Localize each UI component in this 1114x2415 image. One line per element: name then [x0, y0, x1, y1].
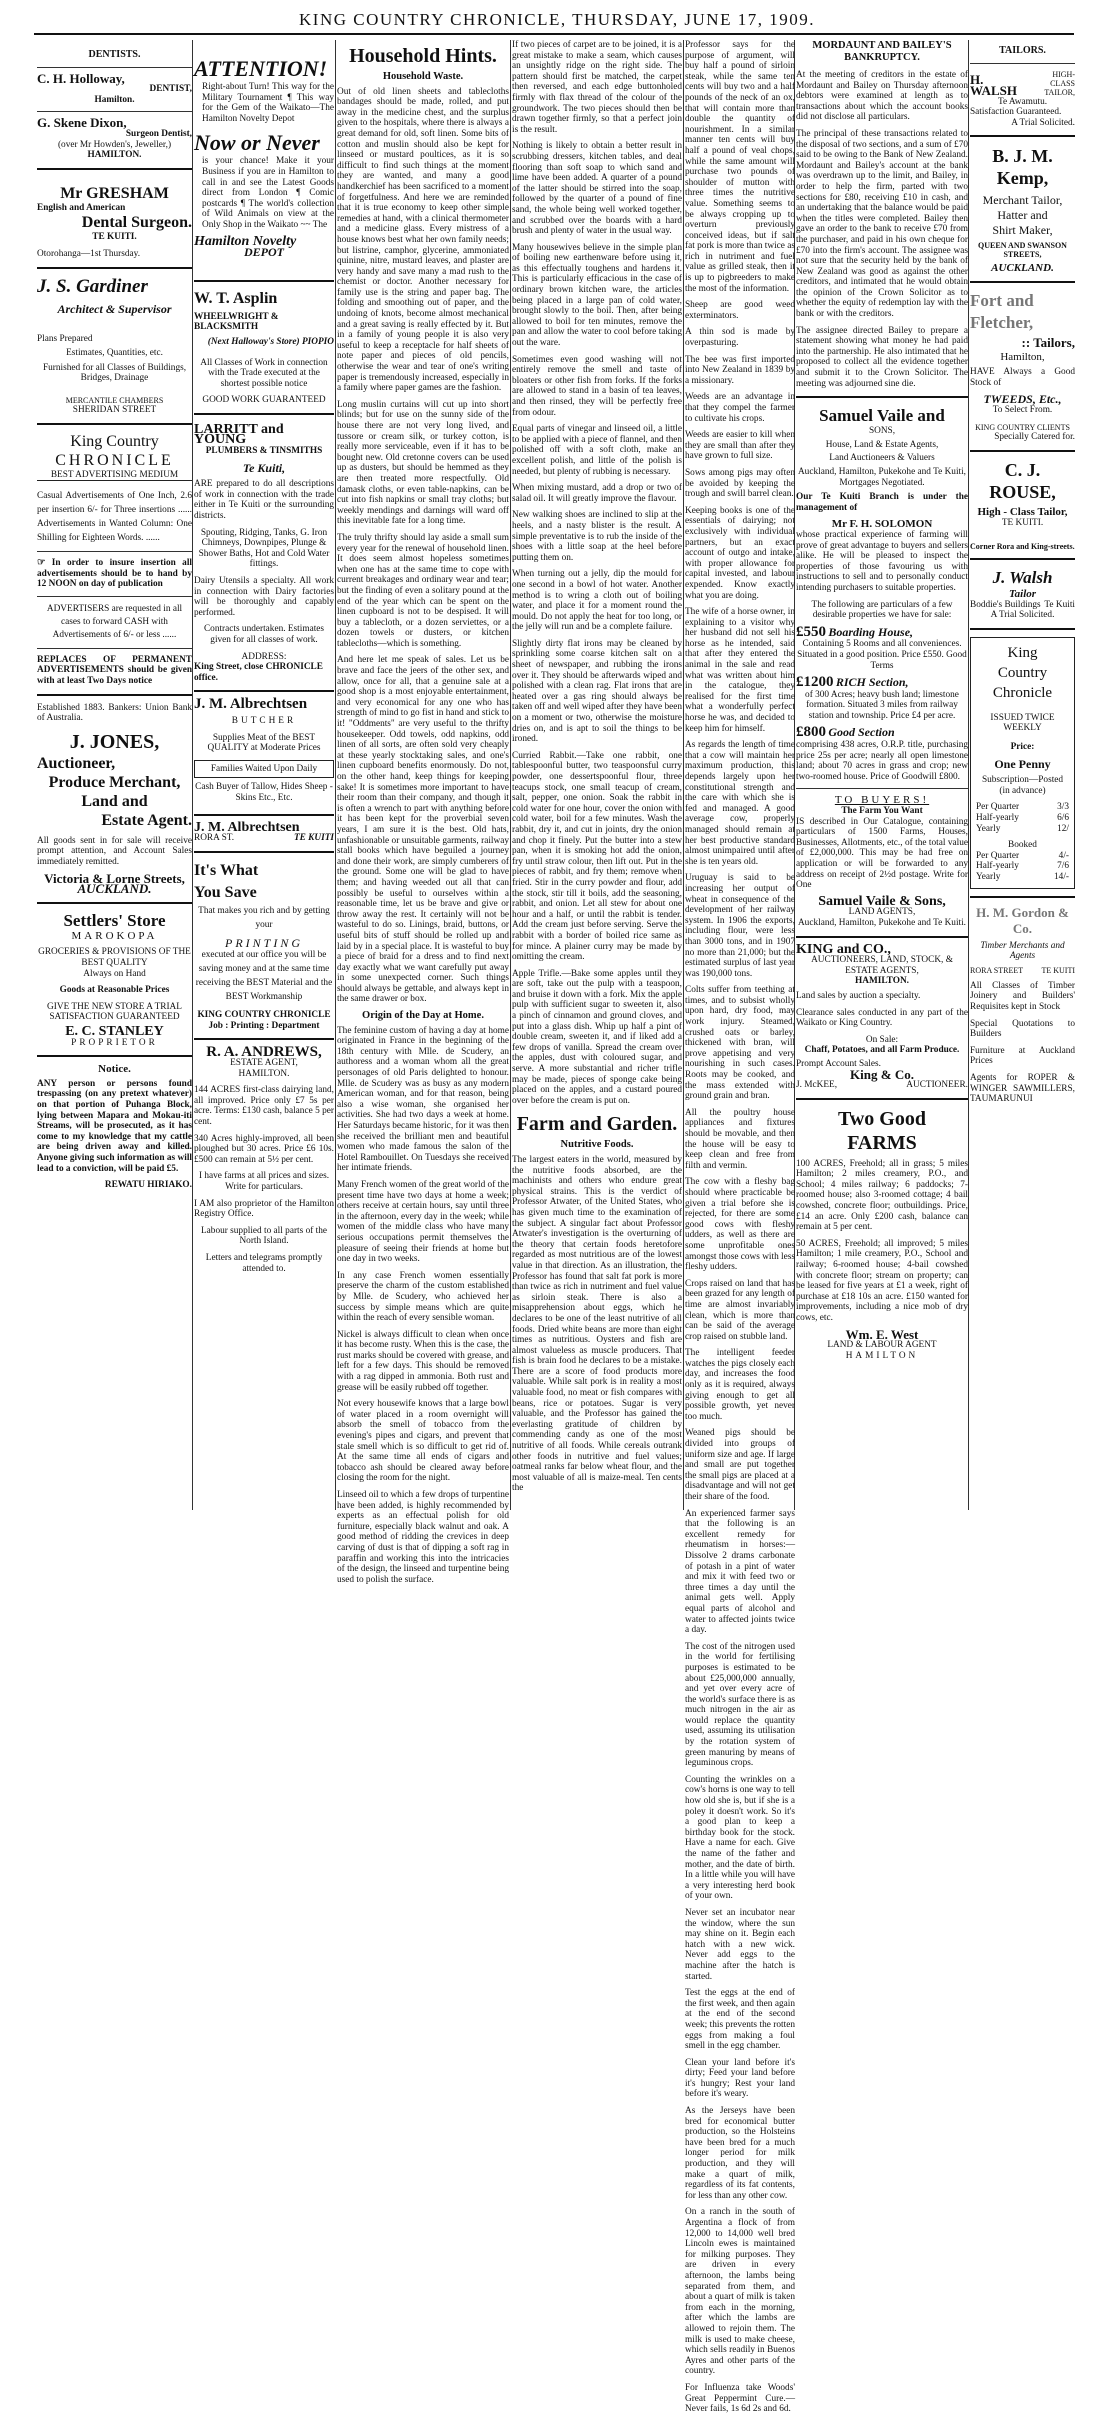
column-4: If two pieces of carpet are to be joined, it is a great mistake to make a seam, which causes an unsightly ridge on the right side. The pattern should first be matched, the carpet then reversed, and each edge buttonholed firmly with flax thread of the colour of the groundwork. The two pieces should then be drawn together firmly, so that a perfect join is the result. Nothing is likely to obtain a better result in scrubbing dressers, kitchen tables, and deal flooring than soft soap to which sand and lime have been added. A quarter of a pound of the latter should be stirred into the soap, followed by the quarter of a pound of fine sand, the whole being well worked together, and scrubbed over the boards with a hard brush and plenty of water in the usual way. Many housewives believe in the simple plan of boiling new earthenware before using it, as this effectually toughens and hardens it. This is particularly efficacious in the case of ordinary brown kitchen ware, the articles being placed in a large pan of cold water, brought slowly to the boil. Then, after being allowed to boil for ten minutes, remove the pan and allow the water to cool before taking out the ware. Sometimes even good washing will not entirely remove the smell and taste of bloaters or other fish from forks. If the forks are allowed to stand in a basin of tea leaves, and then rinsed, they will be perfectly free from odour. Equal parts of vinegar and linseed oil, a little to be applied with a piece of flannel, and then polished off with a soft cloth, make an excellent polish, and little of the polish is needed, but plenty of rubbing is necessary. When mixing mustard, add a drop or two of salad oil. It will greatly improve the flavour. New walking shoes are inclined to slip at the heels, and a nasty blister is the result. A simple preventative is to rub the inside of the shoes with a little soap at the heel before putting them on. When turning out a jelly, dip the mould for one second in a bowl of hot water. Another method is to wring a cloth out of boiling water, and place it for a moment round the mould. Do not apply the heat for too long, or the jelly will run and be a complete failure. Slightly dirty flat irons may be cleaned by sprinkling some coarse kitchen salt on a sheet of newspaper, and rubbing the irons over it. They should be afterwards wiped and polished with a clean rag. Flat irons that are heated over a gas ring should always be taken off and well wiped after they have been on a moment or two, otherwise the moisture dries on, and is apt to soil the things to be ironed. Curried Rabbit.—Take one rabbit, one tablespoonful butter, two teaspoonsful curry powder, one dessertspoonful flour, three teacups stock, one small teacup of cream, salt, pepper, one onion. Soak the rabbit in cold water for one hour, cover the onion with cold water, boil for a few minutes. Wash the rabbit, dry it, and cut in joints, dry the onion and chop it finely. Put the butter into a stew pan, when it is smoking hot add the onion, fry until straw colour, then lift out. Put in the pieces of rabbit, and fry them; remove when fried. Stir in the curry powder and flour, add the stock, stir till it boils, add the seasoning, rabbit, and onion. Let all stew for about one hour and a half, or until the rabbit is tender. Add the cream just before serving. Serve the rabbit with a border of boiled rice same as for mince. A plainer curry may be made by omitting the cream. Apple Trifle.—Bake some apples until they are soft, take out the pulp with a teaspoon, and bruise it down with a fork. Mix the apple pulp with sufficient sugar to sweeten it, also a pinch of cinnamon and ground cloves, and put into a glass dish. Whip up half a pint of double cream, sweeten it, and if liked add a few drops of vanilla. Spread the cream over the apples, dust with coloured sugar, and serve. A more substantial and richer trifle may be made, pieces of sponge cake being placed on the apples, and a custard poured over before the cream is put on. Farm and Garden. Nutritive Foods. The largest eaters in the world, measured by the nutritive foods absorbed, are the machinists and others who endure great physical strains. This is the verdict of Professor Atwater, of the United States, who has given much time to the examination of the subject. A singular fact about Professor Atwater's investigation is the overturning of the theory that certain foods heretofore regarded as most nutritious are of the lowest value in that direction. As an illustration, the Professor has found that salt fat pork is more than twice as rich in nutriment and fuel value as sirloin steak. There is also a misapprehension about eggs, which he declares to be one of the least nutritive of all foods. Dried white beans are more than eight times as nutritious. Oysters and fish are almost valueless as muscle producers. That fish is brain food he declares to be a mistake. There are a score of food products more valuable. While salt pork is in reality a most valuable food, no meat or fish compares with beans, rice or potatoes. Sugar is very valuable, and the Professor has gained the everlasting gratitude of children by commending candy as one of the most nutritive of all foods. While cereals outrank other foods in nutritive and fuel values; oatmeal ranks far below wheat flour, and the most valuable of all is maize-meal. Ten cents the	[512, 40, 682, 1494]
chronicle-ad: King Country CHRONICLE BEST ADVERTISING MEDIUM Casual Advertisements of One Inch, 2.6 per insertion 6/- for Three insertions ...... Advertisements in Wanted Column: One Shilling for Eighteen Words. ......	[37, 432, 192, 544]
asplin-ad: W. T. Asplin WHEELWRIGHT & BLACKSMITH (Next Halloway's Store) PIOPIO All Classes of Work in connection with the Trade executed at the shortest possible notice GOOD WORK GUARANTEED	[194, 289, 334, 406]
samuel-vaile-ad: Samuel Vaile and SONS, House, Land & Estate Agents, Land Auctioneers & Valuers Auckland, Hamilton, Pukekohe and Te Kuiti, Mortgages Negotiated. Our Te Kuiti Branch is under the management of Mr F. H. SOLOMON whose practical experience of farming will prove of great advantage to buyers and sellers alike. He will be pleased to inspect the properties of those favouring us with instructions to sell and to personally conduct intending purchasers to suitable properties. The following are particulars of a few desirable properties we have for sale: £550 Boarding House, Containing 5 Rooms and all conveniences. Situated in a good position. Price £550. Good Terms £1200 RICH Section, of 300 Acres; heavy bush land; limestone formation. Situated 3 miles from railway station and township. Price £4 per acre. £800 Good Section comprising 438 acres, O.R.P. title, purchasing price 25s per acre; nearly all open limestone land; about 70 acres in grass and crop; new two-roomed house. Price of Goodwill £800.	[796, 406, 968, 782]
now-or-never-heading: Now or Never	[194, 130, 320, 156]
printing-ad: It's What You Save That makes you rich and by getting your PRINTING executed at our office you will be saving money and at the same time receiving the BEST Material and the BEST Workmanship KING COUNTRY CHRONICLE Job : Printing : Department	[194, 861, 333, 1031]
gresham-ad: Mr GRESHAM English and American Dental Surgeon. TE KUITI. Otorohanga—1st Thursday.	[37, 184, 192, 259]
subscription-row: Per Quarter 3/3	[976, 802, 1069, 813]
fort-fletcher-ad: Fort and Fletcher, :: Tailors, Hamilton, HAVE Always a Good Stock of TWEEDS, Etc., To Select From. KING COUNTRY CLIENTS Specially Catered for.	[970, 290, 1075, 443]
notice-ad: Notice. ANY person or persons found trespassing (on any pretext whatever) on that portion of Puhanga Block, lying between Mapara and Mokau-iti Streams, will be prosecuted, as it has come to my knowledge that my cattle are being driven away and killed. Anyone giving such information as will lead to a conviction, will be paid £5. REWATU HIRIAKO.	[37, 1063, 192, 1191]
column-3: Household Hints. Household Waste. Out of old linen sheets and tablecloths bandages should be made, rolled, and put away in the medicine chest, and the surplus given to the hospitals, where there is always a great demand for old, soft linen. Some bits of cotton and muslin should also be kept for linseed or mustard poultices, as it is so difficult to find such things at the moment they are wanted, and many a good handkerchief has been sacrificed to a moment of forgetfulness. And here we are reminded that it is true economy to keep other simple remedies at hand, with a clinical thermometer and a medicine glass. Every mistress of a house knows best what her own family needs; but listrine, camphor, glycerine, ammoniated quinine, nitre, mustard leaves, and plaster are very handy and save many a mad rush to the chemist or doctor. Another necessary for family use is the string and paper bag. The folding and smoothing out of paper, and the undoing of knots, become almost mechanical and a great saving is really effected by it. But in a family of young people it is also very useful to keep a receptacle for half sheets of note paper and pieces of old pencils, otherwise the wear and tear of one's writing paper is tremendously increased, especially in a family where paper games are the fashion. Long muslin curtains will cut up into short blinds; but for use on the sunny side of the house there are not very long lived, and tussore or cream silk, or turkey cotton, is really more serviceable, even if it has to be bought new. Old cretonne covers can be used up as dusters, but should be hemmed as they are then treated more respectfully. Old damask cloths, or even table-napkins, can be cut into fish napkins or small tray cloths; but weekly mendings and darnings will ward off this inevitable fate for a long time. The truly thrifty should lay aside a small sum every year for the renewal of household linen. It does seem almost hopeless sometimes when one has at the same time to cope with current breakages and ordinary wear and tear; but the finding of even a solitary pound at the end of the year which can be spent on the linen cupboard is not to be despised. It will buy a tablecloth, or a dozen serviettes, or a dozen towels or dusters, or kitchen tablecloths—which is something. And here let me speak of sales. Let us be brave and face the jeers of the other sex, and allow, once for all, that a genuine sale at a good shop is a most enjoyable entertainment, and very economical for any one who has strength of mind to go fist in hand and stick to it! "Oddments" are very useful to the thrifty housekeeper. Odd towels, odd napkins, odd linen of all sorts, are often sold very cheaply at these yearly stocktaking sales, and one's linen cupboard benefits enormously. Do not, on the other hand, keep things for keeping sake! It is sometimes more important to have their room than their company, and though it is often a wrench to part with anything before it has been kept for the proverbial seven years, I am sure it is the best. Old hats, unfashionable or unsuitable garments, railway stall books which have beguiled a journey and done their work, are simply cumberers of the ground. Some one will be glad to have them; and having weeded out all that can possibly be useful to ourselves within a reasonable time, let us be brave and give or throw away the rest. It certainly will not be wasteful to do so. Linings, braid, buttons, or useful bits of stuff should be rolled up and laid by in a special place. It is wasteful to buy a piece of braid for a dress and to find next day exactly what we want carefully put away in some unexpected corner. Such things should always be gettable, and always kept in the same drawer or box. Origin of the Day at Home. The feminine custom of having a day at home originated in France in the beginning of the 18th century with Mlle. de Scudery, an authoress and a woman whom all the great personages of old Paris delighted to honour. Mlle. de Scudery was as busy as any modern American woman, and for that reason, being also a wise woman, she organised her activities. She had two days a week at home. Her Saturdays became historic, for it was then she received the brilliant men and beautiful women who made famous the salon of the Hotel Rambouillet. On Tuesdays she received her intimate friends. Many French women of the great world of the present time have two days at home a week; others receive at certain hours, say until three in the afternoon, every day in the week; while women of the middle class who have many serious occupations permit themselves the pleasure of seeing their friends at home but one day in two weeks. In any case French women essentially preserve the charm of the custom established by Mlle. de Scudery, who achieved her success by simple means which are quite within the reach of every sensible woman. Nickel is always difficult to clean when once it has become rusty. When this is the case, the rust marks should be covered with grease, and left for a few days. This should be removed with a rag dipped in ammonia. Both rust and grease will be easily rubbed off together. Not every housewife knows that a large bowl of water placed in a room overnight will absorb the smell of tobacco from the evening's pipes and cigars, and prevent that stale smell which is so difficult to get rid of. At the same time all ends of cigars and tobacco ash should be cleared away before closing the room for the night. Linseed oil to which a few drops of turpentine have been added, is highly recommended by experts as an effectual polish for old furniture, especially black walnut and oak. A good method of ridding the crevices in deep carving of dust is that of dipping a soft rag in paraffin and working this into the intricacies of the design, the linseed and turpentine being used to polish the surface.	[337, 45, 509, 1585]
gardiner-ad: J. S. Gardiner Architect & Supervisor Plans Prepared Estimates, Quantities, etc. Furnished for all Classes of Buildings, Bridges, Drainage MERCANTILE CHAMBERS SHERIDAN STREET	[37, 275, 187, 415]
subscription-row: Yearly 12/	[976, 823, 1069, 834]
column-divider	[683, 40, 684, 1510]
masthead: KING COUNTRY CHRONICLE, THURSDAY, JUNE 17, 1909.	[299, 10, 815, 29]
dentists-heading: DENTISTS.	[88, 49, 141, 60]
holloway-ad: C. H. Holloway, DENTIST, Hamilton.	[37, 70, 192, 105]
subscription-row: Half-yearly 7/6	[976, 861, 1069, 872]
order-notice: ☞ In order to insure insertion all advertisements should be to hand by 12 NOON on day of publication	[37, 558, 192, 590]
column-divider	[192, 40, 193, 1510]
gordon-ad: H. M. Gordon & Co. Timber Merchants and Agents RORA STREET TE KUITI All Classes of Timber Joinery and Builders' Requisites kept in Stock Special Quotations to Builders Furniture at Auckland Prices Agents for ROPER & WINGER SAWMILLERS, TAUMARUNUI	[970, 904, 1075, 1105]
bankruptcy-heading: MORDAUNT AND BAILEY'S BANKRUPTCY.	[812, 40, 952, 63]
chronicle-subscription-box: King Country Chronicle ISSUED TWICE WEEKLY Price: One Penny Subscription—Posted (in advance) Per Quarter 3/3 Half-yearly 6/6 Yearly 12/ Booked Per Quarter 4/- Half-yearly 7/6 Yearly 14/-	[970, 637, 1075, 889]
advertisers-notice: ADVERTISERS are requested in all cases to forward CASH with Advertisements of 6/- or less ......	[46, 603, 183, 640]
column-7	[970, 40, 1075, 1510]
larritt-young-ad: LARRITT and YOUNG PLUMBERS & TINSMITHS Te Kuiti, ARE prepared to do all descriptions of work in connection with the trade either in Te Kuiti or the surrounding districts. Spouting, Ridging, Tanks, G. Iron Chimneys, Downpipes, Plunge & Shower Baths, Hot and Cold Water fittings. Dairy Utensils a specialty. All work in connection with Dairy factories will be thoroughly and capably performed. Contracts undertaken. Estimates given for all classes of work. ADDRESS: King Street, close CHRONICLE office.	[194, 421, 334, 683]
attention-heading: ATTENTION!	[194, 56, 328, 81]
replaces-notice: REPLACES OF PERMANENT ADVERTISEMENTS should be given with at least Two Days notice	[37, 654, 192, 687]
king-and-co-ad: KING and CO., AUCTIONEERS, LAND, STOCK, & ESTATE AGENTS, HAMILTON. Land sales by auction a specialty. Clearance sales conducted in any part of the Waikato or King Country. On Sale: Chaff, Potatoes, and all Farm Produce. Prompt Account Sales. King & Co. J. McKEE, AUCTIONEER.	[796, 941, 968, 1091]
column-5: Professor says for the purpose of argument, will buy half a pound of sirloin steak, while the same ten cents will buy two and a half pounds of the neck of an ox, that will contain more than double the quantity of nourishment. In a similar manner ten cents will buy half a pound of veal chops, while the same amount will purchase two pounds of shoulder of mutton with three times the nutritive value. Something seems to be always cropping up to overturn previously conceived ideas, but if salt fat pork is more than twice as rich in nutriment and fuel value as grilled steak, then it is up to pigbreeders to make the most of the information. Sheep are good weed exterminators. A thin sod is made by overpasturing. The bee was first imported into New Zealand in 1839 by a missionary. Weeds are an advantage in that they compel the farmer to cultivate his crops. Weeds are easier to kill when they are small than after they have grown to full size. Sows among pigs may often be avoided by keeping the trough and swill barrel clean. Keeping books is one of the essentials of dairying; not exclusively with individual partners, but an exact account of outgo and intake, with proper allowance for capital invested, and labour expended. Know exactly what you are doing. The wife of a horse owner, in explaining to a visitor why her husband did not sell his horse as he intended, said that after they entered the animal in the sale and read what was written about him in the catalogue, they realised for the first time what a wonderfully perfect horse he was, and decided to keep him for himself. As regards the length of time that a cow will maintain her maximum production, this depends largely upon her constitutional strength and the care with which she is fed and managed. A good average cow, properly managed should remain at her best productive standard almost unimpaired until after she is ten years old. Uruguay is said to be increasing her output of wheat in consequence of the development of her railway system. In 1906 the exports, including flour, were less than 3000 tons, and in 1907 no more than 21,000; but the estimated surplus of last year was 190,000 tons. Colts suffer from teething at times, and to subsist wholly upon hard, dry food, may work injury. Steamed, crushed oats or barley, thickened with bran, will prove appetising and very nourishing in such cases. Roots may be cooked, and the mass extended with ground grain and bran. All the poultry house appliances and fixtures should be movable, and then the house will be easy to keep clean and free from filth and vermin. The cow with a fleshy bag should where practicable be given a trial before she is rejected, for there are some good cows with fleshy udders, as well as there are some unprofitable ones amongst those cows with less fleshy udders. Crops raised on land that has been grazed for any length of time are almost invariably clean, which is more than can be said of the average crop raised on stubble land. The intelligent feeder watches the pigs closely each day, and increases the food only as it is required, always giving enough to get all possible growth, yet never too much. Weaned pigs should be divided into groups of uniform size and age. If large and small are put together the small pigs are placed at a disadvantage and will not get their share of the food. An experienced farmer says that the following is an excellent remedy for rheumatism in horses:—Dissolve 2 drams carbonate of potash in a pint of water and mix it with feed two or three times a day until the animal gets well. Apply equal parts of alcohol and water to affected joints twice a day. The cost of the nitrogen used in the world for fertilising purposes is estimated to be about £25,000,000 annually, and yet over every acre of the world's surface there is as much nitrogen in the air as would replace the quantity used, assuming its utilisation by the rotation system of green manuring by means of leguminous crops. Counting the wrinkles on a cow's horns is one way to tell how old she is, but if she is a poley it doesn't work. So it's a good plan to keep a birthday book for the stock. Have a name for each. Give the name of the father and mother, and the date of birth. In a little while you will have a very interesting herd book of your own. Never set an incubator near the window, where the sun may shine on it. Begin each hatch with a new wick. Never add eggs to the machine after the hatch is started. Test the eggs at the end of the first week, and then again at the end of the second week; this prevents the rotten eggs from making a foul smell in the egg chamber. Clean your land before it's dirty; Feed your land before it's hungry; Rest your land before it's weary. As the Jerseys have been bred for economical butter production, so the Holsteins have been bred for a much longer period for milk production, and they will make a quart of milk, regardless of its fat contents, for less than any other cow. On a ranch in the south of Argentina a flock of from 12,000 to 14,000 well bred Lincoln ewes is maintained for milking purposes. They are driven in every afternoon, the lambs being separated from them, and about a quart of milk is taken from each in the morning, after which the lambs are allowed to rejoin them. The milk is used to make cheese, which sells readily in Buenos Ayres and other parts of the country. For Influenza take Woods' Great Peppermint Cure.—Never fails, 1s 6d 2s and 6d.	[685, 40, 796, 2415]
masthead-rule	[34, 33, 1074, 35]
j-walsh-ad: J. Walsh Tailor Boddie's Buildings Te Kuiti A Trial Solicited.	[970, 568, 1075, 621]
subscription-row: Half-yearly 6/6	[976, 813, 1069, 824]
subscription-row: Per Quarter 4/-	[976, 850, 1069, 861]
andrews-ad: R. A. ANDREWS, ESTATE AGENT, HAMILTON. 144 ACRES first-class dairying land, all improved. Price only £7 5s per acre. Terms: £130 cash, balance 5 per cent. 340 Acres highly-improved, all been ploughed but 30 acres. Price £6 10s. £500 can remain at 5½ per cent. I have farms at all prices and sizes. Write for particulars. I AM also proprietor of the Hamilton Registry Office. Labour supplied to all parts of the North Island. Letters and telegrams promptly attended to.	[194, 1044, 334, 1274]
column-divider	[335, 40, 336, 1510]
farm-garden-heading: Farm and Garden.	[516, 1113, 678, 1136]
novelty-depot: Hamilton Novelty	[194, 233, 297, 249]
subscription-row: Yearly 14/-	[976, 872, 1069, 882]
to-buyers-ad: TO BUYERS! The Farm You Want IS described in Our Catalogue, containing particulars of 1500 Farms, Houses, Businesses, Allotments, etc., of the total value of £2,000,000. This may be had free on application or will be forwarded to any address on receipt of 2½d postage. Write for One Samuel Vaile & Sons, LAND AGENTS, Auckland, Hamilton, Pukekohe and Te Kuiti.	[796, 794, 968, 928]
kemp-ad: B. J. M. Kemp, Merchant Tailor, Hatter and Shirt Maker, QUEEN AND SWANSON STREETS, AUCKLAND.	[978, 146, 1067, 275]
column-2: ATTENTION! Right-about Turn! This way for the Military Tournament ¶ This way for the Gem of the Waikato—The Hamilton Novelty Depot Now or Never is your chance! Make it your Business if you are in Hamilton to call in and see the Latest Goods direct from London ¶ Comic postcards ¶ The world's collection of Wild Animals on view at the Only Shop in the Waikato ~~ The Hamilton Novelty DEPOT W. T. Asplin WHEELWRIGHT & BLACKSMITH (Next Halloway's Store) PIOPIO All Classes of Work in connection with the Trade executed at the shortest possible notice GOOD WORK GUARANTEED LARRITT and YOUNG PLUMBERS & TINSMITHS Te Kuiti, ARE prepared to do all descriptions of work in connection with the trade either in Te Kuiti or the surrounding districts. Spouting, Ridging, Tanks, G. Iron Chimneys, Downpipes, Plunge & Shower Baths, Hot and Cold Water fittings. Dairy Utensils a specialty. All work in connection with Dairy factories will be thoroughly and capably performed. Contracts undertaken. Estimates given for all classes of work. ADDRESS: King Street, close CHRONICLE office. J. M. Albrechtsen BUTCHER Supplies Meat of the BEST QUALITY at Moderate Prices Families Waited Upon Daily Cash Buyer of Tallow, Hides Sheep - Skins Etc., Etc. J. M. Albrechtsen RORA ST. TE KUITI It's What You Save That makes you rich and by getting your PRINTING executed at our office you will be saving money and at the same time receiving the BEST Material and the BEST Workmanship KING COUNTRY CHRONICLE Job : Printing : Department R. A. ANDREWS, ESTATE AGENT, HAMILTON. 144 ACRES first-class dairying land, all improved. Price only £7 5s per acre. Terms: £130 cash, balance 5 per cent. 340 Acres highly-improved, all been ploughed but 30 acres. Price £6 10s. £500 can remain at 5½ per cent. I have farms at all prices and sizes. Write for particulars. I AM also proprietor of the Hamilton Registry Office. Labour supplied to all parts of the North Island. Letters and telegrams promptly attended to.	[194, 56, 334, 1274]
albrechtsen-rora-ad: J. M. Albrechtsen RORA ST. TE KUITI	[194, 819, 334, 844]
tailors-heading: TAILORS.	[999, 45, 1046, 56]
h-walsh-ad: H. WALSH HIGH-CLASS TAILOR, Te Awamutu. Satisfaction Guaranteed. A Trial Solicited.	[970, 69, 1075, 128]
rouse-ad: C. J. ROUSE, High - Class Tailor, TE KUITI. Corner Rora and King-streets.	[970, 459, 1075, 552]
settlers-store-ad: Settlers' Store MAROKOPA GROCERIES & PROVISIONS OF THE BEST QUALITY Always on Hand Goods at Reasonable Prices GIVE THE NEW STORE A TRIAL SATISFACTION GUARANTEED E. C. STANLEY PROPRIETOR	[38, 910, 191, 1048]
column-divider	[510, 40, 511, 1510]
albrechtsen-butcher-ad: J. M. Albrechtsen BUTCHER Supplies Meat of the BEST QUALITY at Moderate Prices Families Waited Upon Daily Cash Buyer of Tallow, Hides Sheep - Skins Etc., Etc.	[194, 696, 333, 803]
column-divider	[968, 40, 969, 1510]
household-hints-heading: Household Hints.	[349, 45, 497, 67]
dixon-ad: G. Skene Dixon, Surgeon Dentist, (over Mr Howden's, Jeweller,) HAMILTON.	[37, 115, 192, 161]
column-1	[37, 40, 192, 1510]
column-6: MORDAUNT AND BAILEY'S BANKRUPTCY. At the meeting of creditors in the estate of Mordaunt and Bailey on Thursday afternoon debtors were examined at length as to transactions about which the account books did not disclose all particulars. The principal of these transactions related to the disposal of two sections, and a sum of £70 said to be owing to the Bank of New Zealand. Mordaunt and Bailey's account at the bank was overdrawn up to the limit, and Bailey, in order to help the firm, parted with two sections for £80, receiving £10 in cash, and an undertaking that the balance would be paid when the titles were completed. Bailey then gave an order to the bank to receive £70 from the purchaser, and paid in his own cheque for £70 into the firm's account. The assignee was not sure that the security held by the bank of New Zealand was good as against the other creditors, and intimated that he would obtain the opinion of the Crown Solicitor as to whether the equity of redemption lay with the bank or with the creditors. The assignee directed Bailey to prepare a statement showing what money he had paid into the partnership. He also intimated that he proposed to collect all the evidence together and submit it to the Crown Solicitor. The meeting was adjourned sine die. Samuel Vaile and SONS, House, Land & Estate Agents, Land Auctioneers & Valuers Auckland, Hamilton, Pukekohe and Te Kuiti, Mortgages Negotiated. Our Te Kuiti Branch is under the management of Mr F. H. SOLOMON whose practical experience of farming will prove of great advantage to buyers and sellers alike. He will be pleased to inspect the properties of those favouring us with instructions to sell and to personally conduct intending purchasers to suitable properties. The following are particulars of a few desirable properties we have for sale: £550 Boarding House, Containing 5 Rooms and all conveniences. Situated in a good position. Price £550. Good Terms £1200 RICH Section, of 300 Acres; heavy bush land; limestone formation. Situated 3 miles from railway station and township. Price £4 per acre. £800 Good Section comprising 438 acres, O.R.P. title, purchasing price 25s per acre; nearly all open limestone land; about 70 acres in grass and crop; new two-roomed house. Price of Goodwill £800. TO BUYERS! The Farm You Want IS described in Our Catalogue, containing particulars of 1500 Farms, Houses, Businesses, Allotments, etc., of the total value of £2,000,000. This may be had free on application or will be forwarded to any address on receipt of 2½d postage. Write for One Samuel Vaile & Sons, LAND AGENTS, Auckland, Hamilton, Pukekohe and Te Kuiti. KING and CO., AUCTIONEERS, LAND, STOCK, & ESTATE AGENTS, HAMILTON. Land sales by auction a specialty. Clearance sales conducted in any part of the Waikato or King Country. On Sale: Chaff, Potatoes, and all Farm Produce. Prompt Account Sales. King & Co. J. McKEE, AUCTIONEER. Two Good FARMS 100 ACRES, Freehold; all in grass; 5 miles Hamilton; 2 miles creamery, P.O., and School; 4 miles railway; 6 paddocks; 7-roomed house; also 3-roomed cottage; 4 bail cowshed, concrete floor; outbuildings. Price, £14 an acre. Only £200 cash, balance can remain at 5 per cent. 50 ACRES, Freehold; all improved; 5 miles Hamilton; 1 mile creamery, P.O., School and railway; 6-roomed house; 4-bail cowshed with concrete floor; stream on property; can be leased for five years at £1 a week, right of purchase at £18 10s an acre. £150 wanted for improvements, including a nice mob of dry cows, etc. Wm. E. West LAND & LABOUR AGENT HAMILTON	[796, 40, 968, 1361]
jones-ad: Established 1883. Bankers: Union Bank of Australia. J. JONES, Auctioneer, Produce Merchant, Land and Estate Agent. All goods sent in for sale will receive prompt attention, and Account Sales immediately remitted. Victoria & Lorne Streets, AUCKLAND.	[37, 702, 192, 897]
origin-heading: Origin of the Day at Home.	[362, 1010, 484, 1022]
two-good-farms-ad: Two Good FARMS 100 ACRES, Freehold; all in grass; 5 miles Hamilton; 2 miles creamery, P.O., and School; 4 miles railway; 6 paddocks; 7-roomed house; also 3-roomed cottage; 4 bail cowshed, concrete floor; outbuildings. Price, £14 an acre. Only £200 cash, balance can remain at 5 per cent. 50 ACRES, Freehold; all improved; 5 miles Hamilton; 1 mile creamery, P.O., School and railway; 6-roomed house; 4-bail cowshed with concrete floor; stream on property; can be leased for five years at £1 a week, right of purchase at £18 10s an acre. £150 wanted for improvements, including a nice mob of dry cows, etc. Wm. E. West LAND & LABOUR AGENT HAMILTON	[796, 1107, 968, 1361]
